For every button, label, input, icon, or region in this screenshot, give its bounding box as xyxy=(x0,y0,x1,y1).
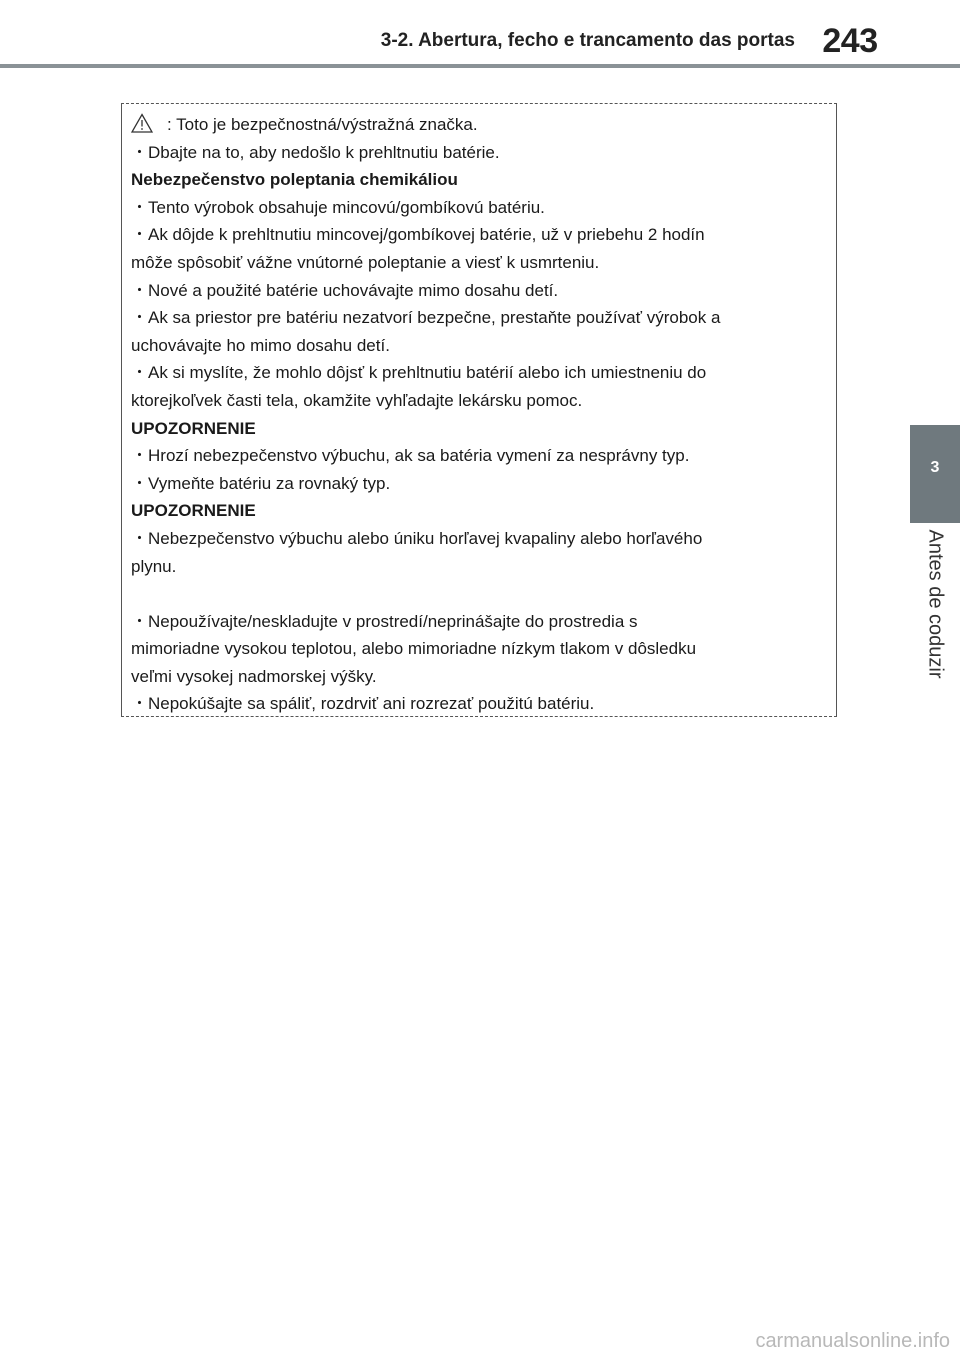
notice-line-text: ・Dbajte na to, aby nedošlo k prehltnutiu batérie. xyxy=(131,142,500,162)
notice-line xyxy=(131,690,831,718)
notice-line-text: ・Nepoužívajte/neskladujte v prostredí/neprinášajte do prostredia s xyxy=(131,611,638,631)
notice-line-text: : Toto je bezpečnostná/výstražná značka. xyxy=(167,115,478,134)
notice-line xyxy=(131,635,831,663)
notice-line xyxy=(131,332,831,360)
notice-line xyxy=(131,608,831,636)
notice-line xyxy=(131,470,831,498)
notice-line-text: uchovávajte ho mimo dosahu detí. xyxy=(131,335,390,355)
notice-line-text: ・Hrozí nebezpečenstvo výbuchu, ak sa batéria vymení za nesprávny typ. xyxy=(131,446,690,466)
notice-line xyxy=(131,304,831,332)
notice-line-text: ktorejkoľvek časti tela, okamžite vyhľadajte lekársku pomoc. xyxy=(131,390,583,410)
notice-line-text: UPOZORNENIE xyxy=(131,418,256,438)
notice-line-text: môže spôsobiť vážne vnútorné poleptanie a viesť k usmrteniu. xyxy=(131,252,600,272)
notice-line-text: plynu. xyxy=(131,556,177,576)
notice-line xyxy=(131,221,831,249)
notice-line-text: Nebezpečenstvo poleptania chemikáliou xyxy=(131,170,458,190)
notice-line xyxy=(131,553,831,581)
notice-heading xyxy=(131,497,831,525)
notice-line-text: ・Ak sa priestor pre batériu nezatvorí bezpečne, prestaňte používať výrobok a xyxy=(131,308,721,328)
notice-line-text: ・Vymeňte batériu za rovnaký typ. xyxy=(131,473,391,493)
notice-line xyxy=(131,277,831,305)
notice-line-text: ・Ak dôjde k prehltnutiu mincovej/gombíkovej batérie, už v priebehu 2 hodín xyxy=(131,225,705,245)
page-number: 243 xyxy=(822,22,878,60)
notice-line-text: veľmi vysokej nadmorskej výšky. xyxy=(131,666,377,686)
notice-line xyxy=(131,387,831,415)
notice-line-text: UPOZORNENIE xyxy=(131,501,256,521)
notice-line xyxy=(131,139,831,167)
notice-line-text: ・Nepokúšajte sa spáliť, rozdrviť ani rozrezať použitú batériu. xyxy=(131,694,595,714)
notice-line-text: ・Ak si myslíte, že mohlo dôjsť k prehltnutiu batérií alebo ich umiestneniu do xyxy=(131,363,707,383)
warning-triangle-icon xyxy=(131,113,153,133)
notice-line xyxy=(131,663,831,691)
notice-line xyxy=(131,249,831,277)
notice-content xyxy=(131,111,831,718)
chapter-number: 3 xyxy=(930,459,940,476)
notice-spacer xyxy=(131,580,831,608)
notice-line xyxy=(131,111,831,139)
notice-line xyxy=(131,194,831,222)
notice-line-text: ・Nebezpečenstvo výbuchu alebo úniku horľavej kvapaliny alebo horľavého xyxy=(131,528,703,548)
notice-line xyxy=(131,442,831,470)
notice-line xyxy=(131,359,831,387)
header-divider xyxy=(0,64,960,68)
notice-heading xyxy=(131,415,831,443)
notice-line xyxy=(131,525,831,553)
notice-line-text: mimoriadne vysokou teplotou, alebo mimoriadne nízkym tlakom v dôsledku xyxy=(131,639,697,659)
chapter-tab xyxy=(910,425,960,523)
section-title: 3-2. Abertura, fecho e trancamento das portas xyxy=(380,30,795,51)
notice-line-text: ・Nové a použité batérie uchovávajte mimo dosahu detí. xyxy=(131,280,559,300)
notice-heading xyxy=(131,166,831,194)
notice-line-text: ・Tento výrobok obsahuje mincovú/gombíkovú batériu. xyxy=(131,197,545,217)
chapter-label: Antes de coduzir xyxy=(924,529,947,679)
footer-watermark: carmanualsonline.info xyxy=(755,1330,950,1352)
